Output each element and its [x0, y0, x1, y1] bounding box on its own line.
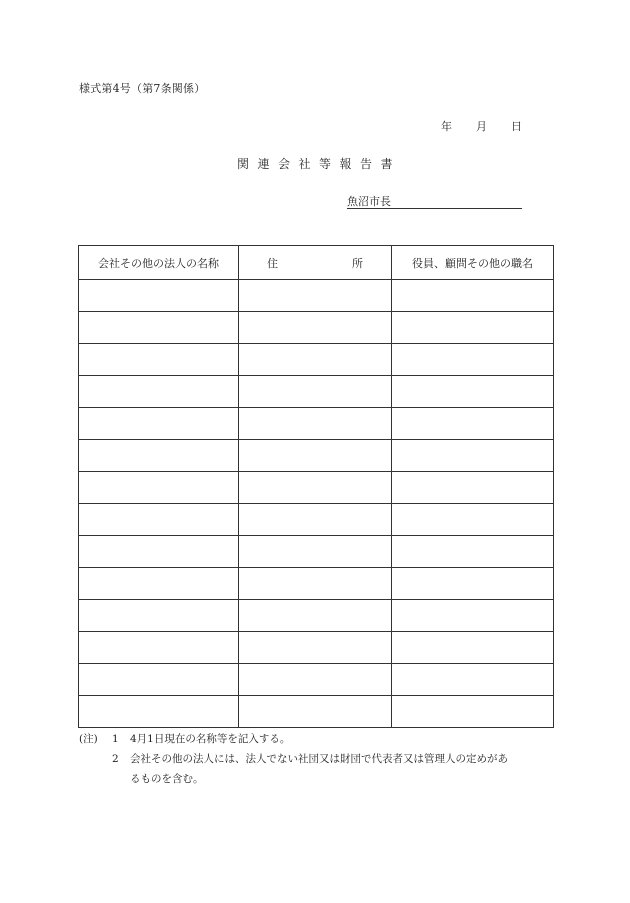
table-row — [79, 600, 554, 632]
company-name-cell[interactable] — [79, 696, 239, 728]
address-cell[interactable] — [239, 408, 392, 440]
header-role: 役員、顧問その他の職名 — [392, 246, 554, 280]
note-item — [79, 729, 554, 749]
address-cell[interactable] — [239, 280, 392, 312]
address-cell[interactable] — [239, 312, 392, 344]
role-cell[interactable] — [392, 280, 554, 312]
role-cell[interactable] — [392, 664, 554, 696]
company-name-cell[interactable] — [79, 440, 239, 472]
company-name-cell[interactable] — [79, 408, 239, 440]
address-cell[interactable] — [239, 664, 392, 696]
address-cell[interactable] — [239, 632, 392, 664]
table-header-row — [79, 246, 554, 280]
role-cell[interactable] — [392, 408, 554, 440]
role-cell[interactable] — [392, 600, 554, 632]
notes-section — [79, 729, 554, 789]
address-cell[interactable] — [239, 344, 392, 376]
table-row — [79, 536, 554, 568]
table-row — [79, 632, 554, 664]
company-name-cell[interactable] — [79, 536, 239, 568]
header-address — [239, 246, 392, 280]
table-row — [79, 504, 554, 536]
address-cell[interactable] — [239, 376, 392, 408]
company-name-cell[interactable] — [79, 312, 239, 344]
company-name-cell[interactable] — [79, 504, 239, 536]
role-cell[interactable] — [392, 632, 554, 664]
table-row — [79, 472, 554, 504]
company-name-cell[interactable] — [79, 632, 239, 664]
table-row — [79, 344, 554, 376]
note-item — [79, 749, 554, 769]
role-cell[interactable] — [392, 536, 554, 568]
date-month-label: 月 — [476, 120, 487, 133]
table-row — [79, 696, 554, 728]
notes-label: (注) — [79, 733, 98, 745]
note-number: 1 — [112, 733, 119, 745]
header-address-char-1: 住 — [267, 256, 278, 270]
role-cell[interactable] — [392, 504, 554, 536]
role-cell[interactable] — [392, 696, 554, 728]
note-number: 2 — [112, 753, 119, 765]
note-text: 4月1日現在の名称等を記入する。 — [130, 733, 291, 745]
role-cell[interactable] — [392, 568, 554, 600]
table-row — [79, 408, 554, 440]
company-name-cell[interactable] — [79, 568, 239, 600]
address-cell[interactable] — [239, 504, 392, 536]
header-address-char-2: 所 — [352, 256, 363, 270]
company-name-cell[interactable] — [79, 600, 239, 632]
role-cell[interactable] — [392, 344, 554, 376]
date-line — [441, 118, 522, 134]
notes-label-spacer — [79, 749, 112, 769]
company-name-cell[interactable] — [79, 376, 239, 408]
table-row — [79, 440, 554, 472]
address-cell[interactable] — [239, 536, 392, 568]
table-row — [79, 312, 554, 344]
date-day-label: 日 — [511, 120, 522, 133]
form-number: 様式第4号（第7条関係） — [79, 82, 206, 95]
company-name-cell[interactable] — [79, 664, 239, 696]
related-companies-table — [78, 245, 554, 728]
address-cell[interactable] — [239, 440, 392, 472]
document-title: 関連会社等報告書 — [236, 157, 401, 171]
address-cell[interactable] — [239, 568, 392, 600]
date-year-label: 年 — [441, 120, 452, 133]
table-row — [79, 376, 554, 408]
header-company-name: 会社その他の法人の名称 — [79, 246, 239, 280]
company-name-cell[interactable] — [79, 472, 239, 504]
company-name-cell[interactable] — [79, 344, 239, 376]
address-cell[interactable] — [239, 600, 392, 632]
table-row — [79, 664, 554, 696]
address-cell[interactable] — [239, 472, 392, 504]
addressee: 魚沼市長 — [347, 193, 522, 209]
note-text: 会社その他の法人には、法人でない社団又は財団で代表者又は管理人の定めがあ — [130, 753, 508, 765]
table-row — [79, 280, 554, 312]
role-cell[interactable] — [392, 312, 554, 344]
role-cell[interactable] — [392, 440, 554, 472]
note-continuation: るものを含む。 — [130, 773, 204, 785]
table-body — [79, 280, 554, 728]
role-cell[interactable] — [392, 376, 554, 408]
table-row — [79, 568, 554, 600]
address-cell[interactable] — [239, 696, 392, 728]
role-cell[interactable] — [392, 472, 554, 504]
company-name-cell[interactable] — [79, 280, 239, 312]
